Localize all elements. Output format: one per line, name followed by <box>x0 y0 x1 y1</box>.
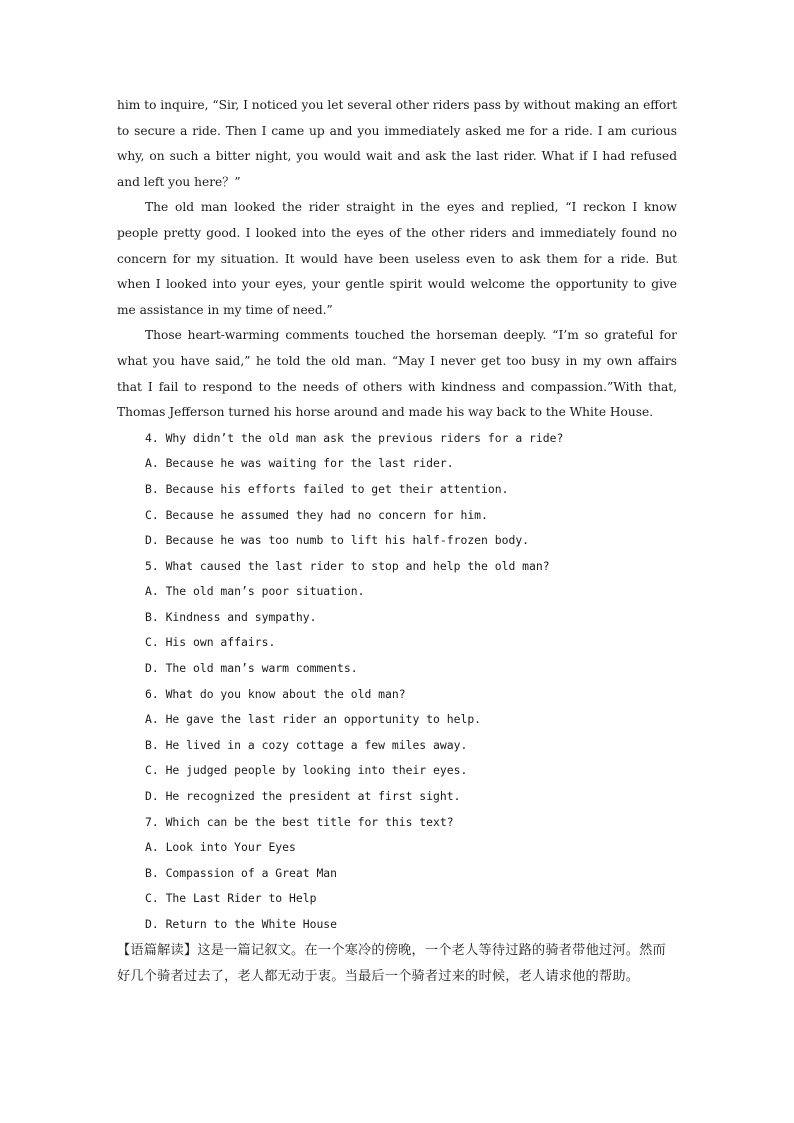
option-7b: B. Compassion of a Great Man <box>145 865 338 880</box>
option-4a: A. Because he was waiting for the last rider. <box>145 456 454 471</box>
question-4: 4. Why didn’t the old man ask the previous riders for a ride? <box>145 430 564 445</box>
option-7d: D. Return to the White House <box>145 917 338 931</box>
option-5d: D. The old man’s warm comments. <box>145 661 358 676</box>
passage-analysis <box>117 938 677 990</box>
passage-paragraph-2: The old man looked the rider straight in the eyes and replied, “I reckon I know people pretty good. I looked into the eyes of the other riders and immediately found no concern for my situation. It would have been useless even to ask them for a ride. But when I looked into your eyes, your gentle spirit would welcome the opportunity to give me assistance in my time of need.” <box>117 200 677 317</box>
option-7a: A. Look into Your Eyes <box>145 840 296 855</box>
option-5c: C. His own affairs. <box>145 635 276 650</box>
option-6b: B. He lived in a cozy cottage a few miles away. <box>145 737 468 752</box>
analysis-text: 这是一篇记叙文。在一个寒冷的傍晚，一个老人等待过路的骑者带他过河。然而好几个骑者过去了，老人都无动于衷。当最后一个骑者过来的时候，老人请求他的帮助。 <box>117 942 666 984</box>
passage <box>117 93 677 426</box>
option-5b: B. Kindness and sympathy. <box>145 609 317 624</box>
question-list <box>117 426 677 938</box>
option-5a: A. The old man’s poor situation. <box>145 584 365 599</box>
passage-paragraph-1: him to inquire, “Sir, I noticed you let several other riders pass by without making an effort to secure a ride. Then I came up and you immediately asked me for a ride. I am curious why, on such a bitter night, you would wait and ask the last rider. What if I had refused and left you here？” <box>117 98 678 189</box>
question-6: 6. What do you know about the old man? <box>145 686 406 701</box>
option-6d: D. He recognized the president at first sight. <box>145 789 461 804</box>
analysis-tag: 【语篇解读】 <box>117 942 198 958</box>
option-6a: A. He gave the last rider an opportunity to help. <box>145 712 482 727</box>
option-4b: B. Because his efforts failed to get their attention. <box>145 481 509 496</box>
question-7: 7. Which can be the best title for this text? <box>145 814 454 829</box>
option-4d: D. Because he was too numb to lift his half-frozen body. <box>145 533 530 548</box>
passage-paragraph-3: Those heart-warming comments touched the horseman deeply. “I’m so grateful for what you have said,” he told the old man. “May I never get too busy in my own affairs that I fail to respond to the needs of others with kindness and compassion.”With that, Thomas Jefferson turned his horse around and made his way back to the White House. <box>117 328 677 420</box>
document-page <box>117 93 677 990</box>
option-6c: C. He judged people by looking into their eyes. <box>145 763 468 778</box>
option-4c: C. Because he assumed they had no concern for him. <box>145 507 488 522</box>
option-7c: C. The Last Rider to Help <box>145 891 317 906</box>
question-5: 5. What caused the last rider to stop and help the old man? <box>145 558 550 573</box>
